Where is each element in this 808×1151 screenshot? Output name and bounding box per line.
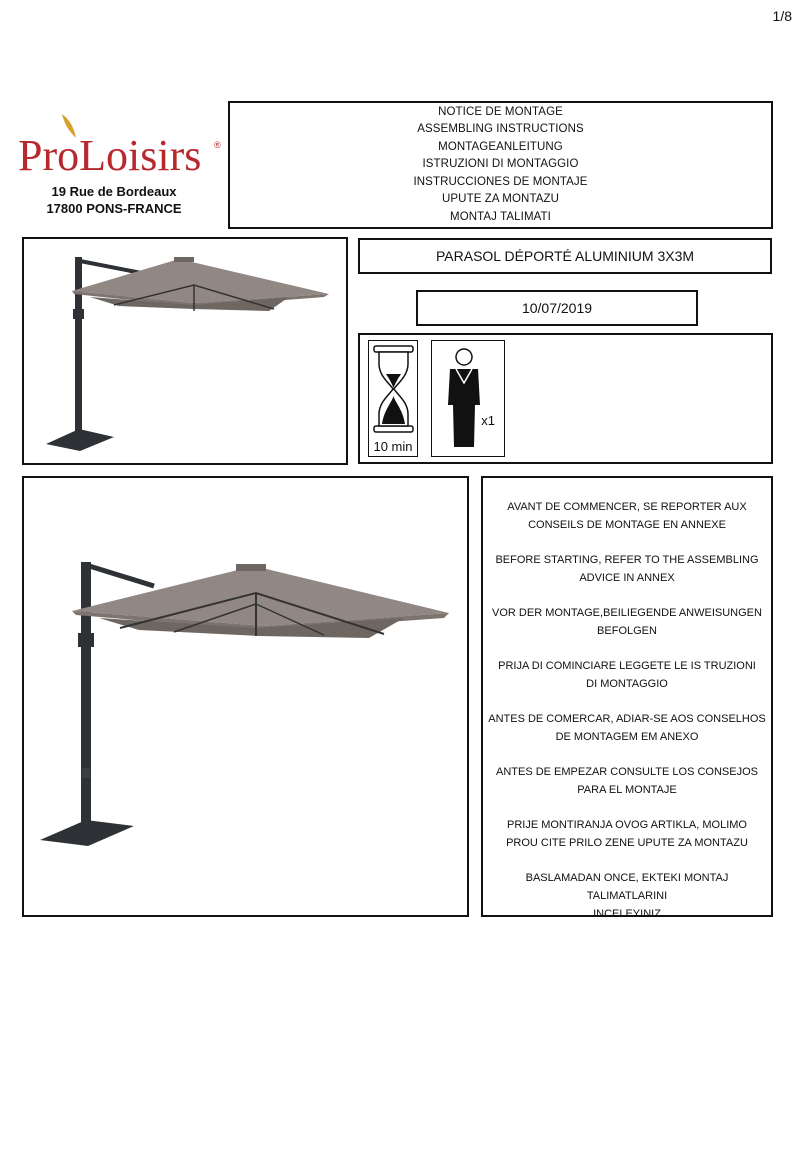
logo-graphic: [18, 112, 228, 182]
title-es: INSTRUCCIONES DE MONTAJE: [413, 175, 588, 188]
title-it: ISTRUZIONI DI MONTAGGIO: [422, 158, 579, 171]
advice-it: PRIJA DI COMINCIARE LEGGETE LE IS TRUZIONI DI MONTAGGIO: [498, 660, 756, 690]
hourglass-icon: [370, 344, 417, 436]
product-image-large: [22, 476, 469, 917]
advice-hr: PRIJE MONTIRANJA OVOG ARTIKLA, MOLIMO PROU CITE PRILO ZENE UPUTE ZA MONTAZU: [506, 819, 748, 849]
assembly-time-panel: [368, 340, 418, 457]
advice-en: BEFORE STARTING, REFER TO THE ASSEMBLING ADVICE IN ANNEX: [495, 554, 759, 584]
proloisirs-logo: [18, 112, 228, 182]
advice-de: VOR DER MONTAGE,BEILIEGENDE ANWEISUNGEN BEFOLGEN: [492, 607, 762, 637]
title-en: ASSEMBLING INSTRUCTIONS: [417, 123, 584, 136]
assembly-advice-box: [481, 476, 773, 920]
persons-count: x1: [481, 413, 495, 428]
title-tr: MONTAJ TALIMATI: [450, 210, 551, 223]
parasol-small-image: [24, 239, 346, 463]
document-date: 10/07/2019: [416, 290, 698, 326]
advice-pt: ANTES DE COMERCAR, ADIAR-SE AOS CONSELHOS DE MONTAGEM EM ANEXO: [488, 713, 766, 743]
address-line-1: 19 Rue de Bordeaux: [51, 184, 177, 199]
product-name: PARASOL DÉPORTÉ ALUMINIUM 3X3M: [358, 238, 772, 274]
advice-fr: AVANT DE COMMENCER, SE REPORTER AUX CONSEILS DE MONTAGE EN ANNEXE: [507, 501, 747, 531]
title-hr: UPUTE ZA MONTAZU: [441, 193, 560, 206]
assembly-time-label: 10 min: [373, 439, 413, 454]
page-number: 1/8: [772, 8, 792, 24]
persons-panel: [431, 340, 505, 457]
title-fr: NOTICE DE MONTAGE: [438, 105, 563, 118]
instruction-titles-box: [228, 101, 773, 229]
advice-tr: BASLAMADAN ONCE, EKTEKI MONTAJ TALIMATLARINI INCELEYINIZ: [525, 872, 729, 920]
parasol-large-image: [24, 478, 467, 915]
address-line-2: 17800 PONS-FRANCE: [46, 201, 182, 216]
person-icon: [444, 347, 484, 451]
product-image-small: [22, 237, 348, 465]
registered-mark: ®: [214, 140, 221, 150]
requirements-box: [358, 333, 773, 464]
advice-es: ANTES DE EMPEZAR CONSULTE LOS CONSEJOS PARA EL MONTAJE: [495, 766, 758, 796]
logo-wordmark: ProLoisirs: [18, 131, 202, 180]
title-de: MONTAGEANLEITUNG: [438, 140, 563, 153]
